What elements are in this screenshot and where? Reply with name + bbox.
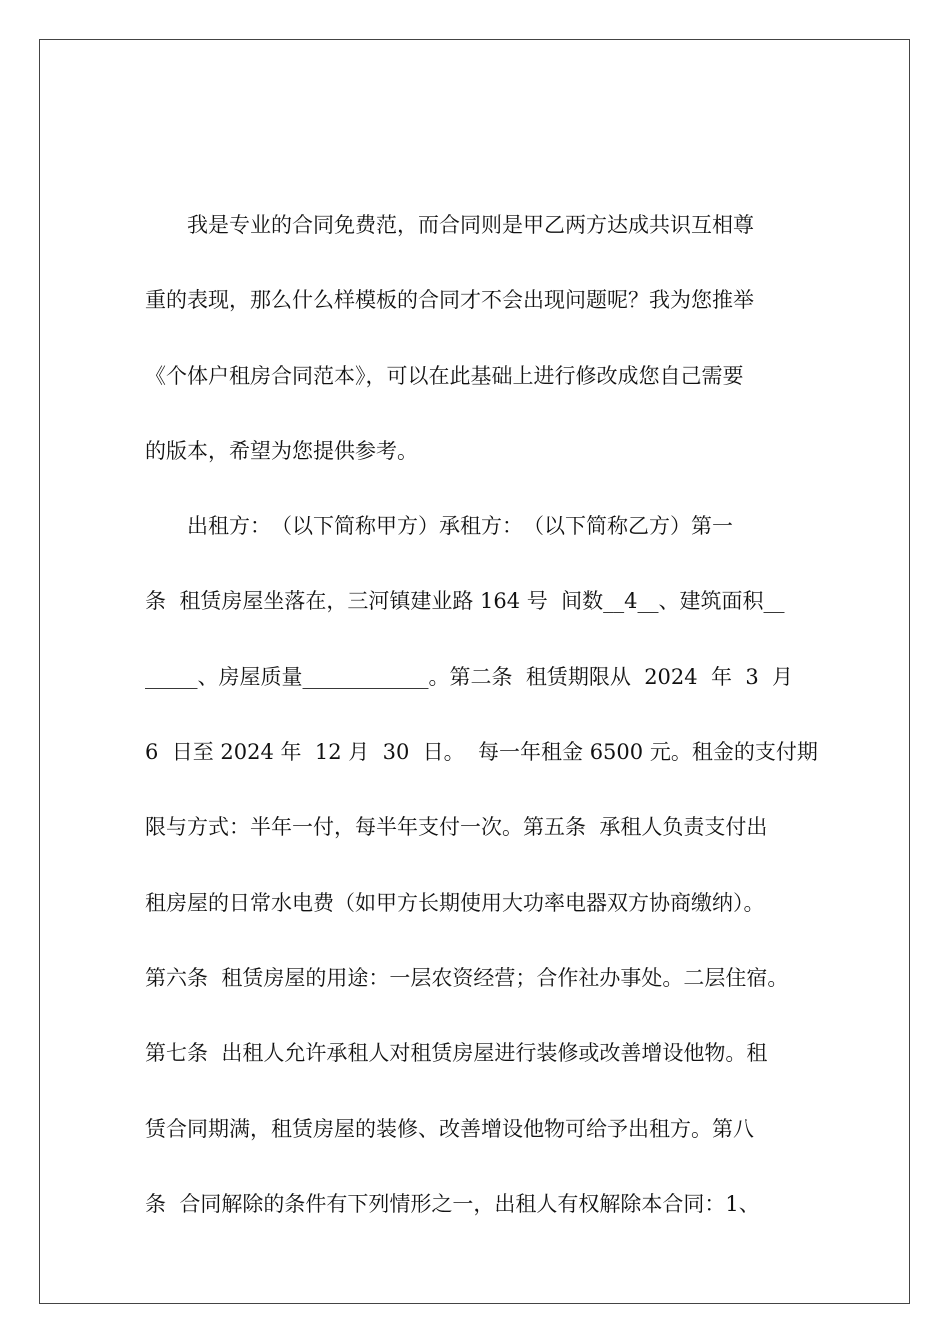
text-line: 第六条 租赁房屋的用途：一层农资经营；合作社办事处。二层住宿。	[145, 965, 789, 990]
text-line: 限与方式：半年一付，每半年支付一次。第五条 承租人负责支付出	[145, 815, 768, 840]
text-line: _____、房屋质量____________。第二条 租赁期限从 2024 年 3 月	[145, 664, 794, 689]
text-line: 我是专业的合同免费范，而合同则是甲乙两方达成共识互相尊	[145, 213, 754, 237]
text-line: 第七条 出租人允许承租人对租赁房屋进行装修或改善增设他物。租	[145, 1041, 768, 1066]
text-line: 赁合同期满，租赁房屋的装修、改善增设他物可给予出租方。第八	[145, 1116, 754, 1141]
document-body	[145, 205, 835, 1259]
text-line: 出租方： （以下简称甲方）承租方： （以下简称乙方）第一	[145, 514, 733, 539]
text-line: 条 租赁房屋坐落在，三河镇建业路 164 号 间数__4__、建筑面积__	[145, 589, 785, 614]
text-line: 条 合同解除的条件有下列情形之一，出租人有权解除本合同：1、	[145, 1191, 760, 1216]
text-line: 的版本，希望为您提供参考。	[145, 438, 418, 463]
text-line: 6 日至 2024 年 12 月 30 日。 每一年租金 6500 元。租金的支付期	[145, 740, 818, 765]
text-line: 《个体户租房合同范本》，可以在此基础上进行修改成您自己需要	[145, 363, 744, 388]
text-line: 租房屋的日常水电费（如甲方长期使用大功率电器双方协商缴纳）。	[145, 890, 765, 915]
text-line: 重的表现，那么什么样模板的合同才不会出现问题呢？我为您推举	[145, 288, 754, 313]
